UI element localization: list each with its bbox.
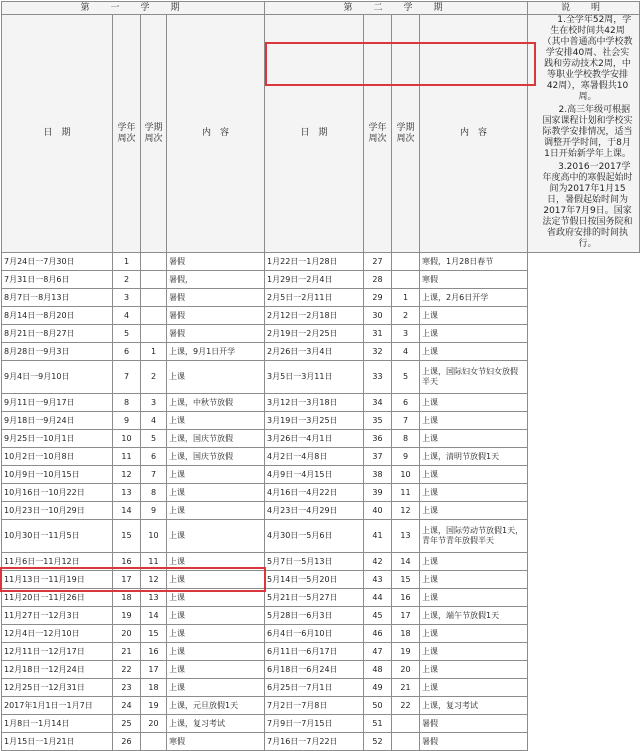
content-cell: 上课 — [167, 484, 265, 502]
year-week-cell: 1 — [113, 253, 141, 271]
content-cell: 上课 — [420, 553, 528, 571]
date-cell: 11月27日一12月3日 — [2, 607, 113, 625]
date-cell: 7月9日一7月15日 — [265, 715, 364, 733]
content-cell: 寒假 — [420, 271, 528, 289]
date-cell: 5月21日一5月27日 — [265, 589, 364, 607]
term-week-cell: 13 — [392, 520, 420, 553]
col-content-1: 内 容 — [167, 15, 265, 253]
year-week-cell: 50 — [364, 697, 392, 715]
table-row — [2, 607, 640, 625]
content-cell: 上课，端午节放假1天 — [420, 607, 528, 625]
year-week-cell: 43 — [364, 571, 392, 589]
date-cell: 10月2日一10月8日 — [2, 448, 113, 466]
term-week-cell: 2 — [141, 361, 167, 394]
date-cell: 7月2日一7月8日 — [265, 697, 364, 715]
term-week-cell: 13 — [141, 589, 167, 607]
content-cell: 上课 — [167, 412, 265, 430]
year-week-cell: 37 — [364, 448, 392, 466]
term-week-cell — [392, 253, 420, 271]
date-cell: 6月4日一6月10日 — [265, 625, 364, 643]
date-cell: 4月16日一4月22日 — [265, 484, 364, 502]
term-week-cell: 15 — [141, 625, 167, 643]
term-week-cell: 6 — [392, 394, 420, 412]
table-row — [2, 553, 640, 571]
year-week-cell: 14 — [113, 502, 141, 520]
term-week-cell: 12 — [141, 571, 167, 589]
table-row — [2, 697, 640, 715]
date-cell: 1月15日一1月21日 — [2, 733, 113, 751]
date-cell: 11月20日一11月26日 — [2, 589, 113, 607]
year-week-cell: 52 — [364, 733, 392, 751]
date-cell: 5月7日一5月13日 — [265, 553, 364, 571]
content-cell: 上课，9月1日开学 — [167, 343, 265, 361]
date-cell: 10月16日一10月22日 — [2, 484, 113, 502]
semester-header-row — [2, 2, 640, 15]
year-week-cell: 34 — [364, 394, 392, 412]
content-cell: 上课 — [420, 571, 528, 589]
notes-header: 说 明 — [528, 2, 640, 15]
term-week-cell: 12 — [392, 502, 420, 520]
content-cell: 上课 — [167, 589, 265, 607]
term-week-cell: 3 — [392, 325, 420, 343]
year-week-cell: 28 — [364, 271, 392, 289]
date-cell: 3月5日一3月11日 — [265, 361, 364, 394]
term-week-cell: 5 — [392, 361, 420, 394]
table-row — [2, 502, 640, 520]
column-header-row — [2, 15, 640, 253]
year-week-cell: 24 — [113, 697, 141, 715]
table-row — [2, 466, 640, 484]
date-cell: 2月26日一3月4日 — [265, 343, 364, 361]
content-cell: 上课 — [420, 643, 528, 661]
year-week-cell: 4 — [113, 307, 141, 325]
term-week-cell — [141, 733, 167, 751]
content-cell: 上课 — [167, 661, 265, 679]
term-week-cell: 4 — [141, 412, 167, 430]
content-cell: 暑假 — [167, 289, 265, 307]
content-cell: 上课 — [167, 502, 265, 520]
term-week-cell: 6 — [141, 448, 167, 466]
col-year-week-1: 学年周次 — [113, 15, 141, 253]
year-week-cell: 19 — [113, 607, 141, 625]
year-week-cell: 38 — [364, 466, 392, 484]
year-week-cell: 40 — [364, 502, 392, 520]
date-cell: 6月11日一6月17日 — [265, 643, 364, 661]
year-week-cell: 9 — [113, 412, 141, 430]
date-cell: 8月21日一8月27日 — [2, 325, 113, 343]
content-cell: 上课 — [420, 412, 528, 430]
note-3: 3.2016一2017学年度高中的寒假起始时间为2017年1月15日，暑假起始时间为2017年7月9日。国家法定节假日按国务院和省政府安排的时间执行。 — [542, 162, 633, 249]
date-cell: 7月31日一8月6日 — [2, 271, 113, 289]
date-cell: 2月19日一2月25日 — [265, 325, 364, 343]
term-week-cell: 9 — [141, 502, 167, 520]
year-week-cell: 51 — [364, 715, 392, 733]
term-week-cell — [141, 289, 167, 307]
content-cell: 上课，国庆节放假 — [167, 430, 265, 448]
year-week-cell: 47 — [364, 643, 392, 661]
calendar-rows — [2, 253, 640, 751]
date-cell: 2月5日一2月11日 — [265, 289, 364, 307]
date-cell: 12月25日一12月31日 — [2, 679, 113, 697]
date-cell: 5月28日一6月3日 — [265, 607, 364, 625]
table-row — [2, 679, 640, 697]
year-week-cell: 5 — [113, 325, 141, 343]
content-cell: 寒假 — [167, 733, 265, 751]
table-row — [2, 484, 640, 502]
term-week-cell: 1 — [141, 343, 167, 361]
date-cell: 4月2日一4月8日 — [265, 448, 364, 466]
year-week-cell: 22 — [113, 661, 141, 679]
year-week-cell: 45 — [364, 607, 392, 625]
year-week-cell: 15 — [113, 520, 141, 553]
date-cell: 4月30日一5月6日 — [265, 520, 364, 553]
year-week-cell: 18 — [113, 589, 141, 607]
date-cell: 3月19日一3月25日 — [265, 412, 364, 430]
term-week-cell — [392, 715, 420, 733]
year-week-cell: 17 — [113, 571, 141, 589]
semester-2-header: 第 二 学 期 — [265, 2, 528, 15]
table-row — [2, 307, 640, 325]
term-week-cell — [392, 271, 420, 289]
table-row — [2, 589, 640, 607]
content-cell: 上课 — [167, 607, 265, 625]
year-week-cell: 39 — [364, 484, 392, 502]
date-cell: 12月11日一12月17日 — [2, 643, 113, 661]
term-week-cell: 21 — [392, 679, 420, 697]
col-term-week-2: 学期周次 — [392, 15, 420, 253]
content-cell: 上课 — [420, 343, 528, 361]
semester-1-header: 第 一 学 期 — [2, 2, 265, 15]
year-week-cell: 35 — [364, 412, 392, 430]
table-row — [2, 661, 640, 679]
term-week-cell: 10 — [141, 520, 167, 553]
year-week-cell: 36 — [364, 430, 392, 448]
date-cell: 12月4日一12月10日 — [2, 625, 113, 643]
date-cell: 6月25日一7月1日 — [265, 679, 364, 697]
term-week-cell: 17 — [141, 661, 167, 679]
content-cell: 上课 — [167, 643, 265, 661]
date-cell: 12月18日一12月24日 — [2, 661, 113, 679]
term-week-cell — [141, 307, 167, 325]
content-cell: 上课 — [167, 571, 265, 589]
table-row — [2, 289, 640, 307]
term-week-cell — [141, 271, 167, 289]
term-week-cell: 15 — [392, 571, 420, 589]
term-week-cell: 9 — [392, 448, 420, 466]
date-cell: 10月9日一10月15日 — [2, 466, 113, 484]
term-week-cell: 7 — [141, 466, 167, 484]
date-cell: 3月12日一3月18日 — [265, 394, 364, 412]
school-calendar-table — [1, 1, 640, 751]
date-cell: 4月9日一4月15日 — [265, 466, 364, 484]
content-cell: 上课 — [420, 661, 528, 679]
table-row — [2, 412, 640, 430]
year-week-cell: 46 — [364, 625, 392, 643]
note-1: 1.全学年52周，学生在校时间共42周（其中普通高中学校教学安排40周、社会实践和劳动技术2周，中等职业学校教学安排42周），寒暑假共10周。 — [542, 15, 633, 102]
note-2: 2.高三年级可根据国家课程计划和学校实际教学安排情况，适当调整开学时间，于8月1日开始新学年上课。 — [542, 105, 633, 159]
year-week-cell: 10 — [113, 430, 141, 448]
notes-cell — [528, 15, 640, 253]
col-date-2: 日 期 — [265, 15, 364, 253]
term-week-cell: 10 — [392, 466, 420, 484]
table-row — [2, 271, 640, 289]
content-cell: 上课 — [420, 502, 528, 520]
date-cell: 7月16日一7月22日 — [265, 733, 364, 751]
date-cell: 10月30日一11月5日 — [2, 520, 113, 553]
term-week-cell: 8 — [392, 430, 420, 448]
date-cell: 9月25日一10月1日 — [2, 430, 113, 448]
date-cell: 1月29日一2月4日 — [265, 271, 364, 289]
table-row — [2, 520, 640, 553]
year-week-cell: 41 — [364, 520, 392, 553]
term-week-cell: 1 — [392, 289, 420, 307]
content-cell: 上课 — [167, 466, 265, 484]
term-week-cell: 19 — [392, 643, 420, 661]
year-week-cell: 42 — [364, 553, 392, 571]
content-cell: 上课 — [420, 589, 528, 607]
date-cell: 11月13日一11月19日 — [2, 571, 113, 589]
table-row — [2, 430, 640, 448]
term-week-cell: 20 — [141, 715, 167, 733]
year-week-cell: 13 — [113, 484, 141, 502]
term-week-cell: 8 — [141, 484, 167, 502]
content-cell: 上课，元旦放假1天 — [167, 697, 265, 715]
year-week-cell: 6 — [113, 343, 141, 361]
content-cell: 上课 — [167, 520, 265, 553]
content-cell: 上课，复习考试 — [420, 697, 528, 715]
year-week-cell: 31 — [364, 325, 392, 343]
content-cell: 暑假 — [420, 733, 528, 751]
table-row — [2, 715, 640, 733]
year-week-cell: 11 — [113, 448, 141, 466]
content-cell: 上课 — [420, 394, 528, 412]
term-week-cell: 11 — [141, 553, 167, 571]
year-week-cell: 3 — [113, 289, 141, 307]
term-week-cell: 19 — [141, 697, 167, 715]
term-week-cell: 22 — [392, 697, 420, 715]
content-cell: 上课 — [420, 307, 528, 325]
table-row — [2, 394, 640, 412]
term-week-cell: 7 — [392, 412, 420, 430]
content-cell: 上课，2月6日开学 — [420, 289, 528, 307]
year-week-cell: 30 — [364, 307, 392, 325]
term-week-cell — [392, 733, 420, 751]
content-cell: 寒假，1月28日春节 — [420, 253, 528, 271]
year-week-cell: 33 — [364, 361, 392, 394]
year-week-cell: 2 — [113, 271, 141, 289]
date-cell: 9月18日一9月24日 — [2, 412, 113, 430]
content-cell: 上课，复习考试 — [167, 715, 265, 733]
term-week-cell: 17 — [392, 607, 420, 625]
content-cell: 上课，国际妇女节妇女放假半天 — [420, 361, 528, 394]
content-cell: 暑假 — [167, 253, 265, 271]
content-cell: 上课 — [420, 625, 528, 643]
content-cell: 上课，清明节放假1天 — [420, 448, 528, 466]
table-row — [2, 361, 640, 394]
date-cell: 8月7日一8月13日 — [2, 289, 113, 307]
content-cell: 上课 — [167, 361, 265, 394]
term-week-cell: 14 — [141, 607, 167, 625]
date-cell: 3月26日一4月1日 — [265, 430, 364, 448]
year-week-cell: 16 — [113, 553, 141, 571]
date-cell: 9月4日一9月10日 — [2, 361, 113, 394]
date-cell: 8月28日一9月3日 — [2, 343, 113, 361]
term-week-cell: 18 — [392, 625, 420, 643]
year-week-cell: 7 — [113, 361, 141, 394]
year-week-cell: 25 — [113, 715, 141, 733]
year-week-cell: 20 — [113, 625, 141, 643]
table-row — [2, 448, 640, 466]
content-cell: 上课 — [420, 430, 528, 448]
date-cell: 2月12日一2月18日 — [265, 307, 364, 325]
year-week-cell: 21 — [113, 643, 141, 661]
content-cell: 上课 — [420, 325, 528, 343]
term-week-cell: 16 — [141, 643, 167, 661]
date-cell: 11月6日一11月12日 — [2, 553, 113, 571]
table-row — [2, 733, 640, 751]
content-cell: 暑假， — [167, 271, 265, 289]
term-week-cell: 16 — [392, 589, 420, 607]
term-week-cell: 11 — [392, 484, 420, 502]
term-week-cell: 20 — [392, 661, 420, 679]
table-row — [2, 643, 640, 661]
date-cell: 2017年1月1日一1月7日 — [2, 697, 113, 715]
year-week-cell: 49 — [364, 679, 392, 697]
date-cell: 7月24日一7月30日 — [2, 253, 113, 271]
table-row — [2, 625, 640, 643]
term-week-cell — [141, 253, 167, 271]
table-row — [2, 325, 640, 343]
date-cell: 5月14日一5月20日 — [265, 571, 364, 589]
term-week-cell — [141, 325, 167, 343]
content-cell: 上课，国庆节放假 — [167, 448, 265, 466]
year-week-cell: 8 — [113, 394, 141, 412]
content-cell: 上课 — [420, 679, 528, 697]
date-cell: 10月23日一10月29日 — [2, 502, 113, 520]
content-cell: 暑假 — [167, 325, 265, 343]
year-week-cell: 12 — [113, 466, 141, 484]
year-week-cell: 26 — [113, 733, 141, 751]
year-week-cell: 27 — [364, 253, 392, 271]
content-cell: 上课 — [420, 484, 528, 502]
term-week-cell: 3 — [141, 394, 167, 412]
content-cell: 上课 — [420, 466, 528, 484]
year-week-cell: 32 — [364, 343, 392, 361]
content-cell: 上课，中秋节放假 — [167, 394, 265, 412]
term-week-cell: 5 — [141, 430, 167, 448]
date-cell: 4月23日一4月29日 — [265, 502, 364, 520]
term-week-cell: 18 — [141, 679, 167, 697]
date-cell: 6月18日一6月24日 — [265, 661, 364, 679]
table-row — [2, 571, 640, 589]
content-cell: 上课 — [167, 625, 265, 643]
term-week-cell: 4 — [392, 343, 420, 361]
table-row — [2, 253, 640, 271]
year-week-cell: 44 — [364, 589, 392, 607]
date-cell: 1月8日一1月14日 — [2, 715, 113, 733]
table-row — [2, 343, 640, 361]
col-content-2: 内 容 — [420, 15, 528, 253]
year-week-cell: 23 — [113, 679, 141, 697]
content-cell: 上课 — [167, 553, 265, 571]
content-cell: 暑假 — [167, 307, 265, 325]
date-cell: 1月22日一1月28日 — [265, 253, 364, 271]
col-term-week-1: 学期周次 — [141, 15, 167, 253]
content-cell: 暑假 — [420, 715, 528, 733]
year-week-cell: 29 — [364, 289, 392, 307]
year-week-cell: 48 — [364, 661, 392, 679]
col-year-week-2: 学年周次 — [364, 15, 392, 253]
date-cell: 8月14日一8月20日 — [2, 307, 113, 325]
term-week-cell: 14 — [392, 553, 420, 571]
col-date-1: 日 期 — [2, 15, 113, 253]
date-cell: 9月11日一9月17日 — [2, 394, 113, 412]
term-week-cell: 2 — [392, 307, 420, 325]
content-cell: 上课，国际劳动节放假1天，青年节青年放假半天 — [420, 520, 528, 553]
content-cell: 上课 — [167, 679, 265, 697]
